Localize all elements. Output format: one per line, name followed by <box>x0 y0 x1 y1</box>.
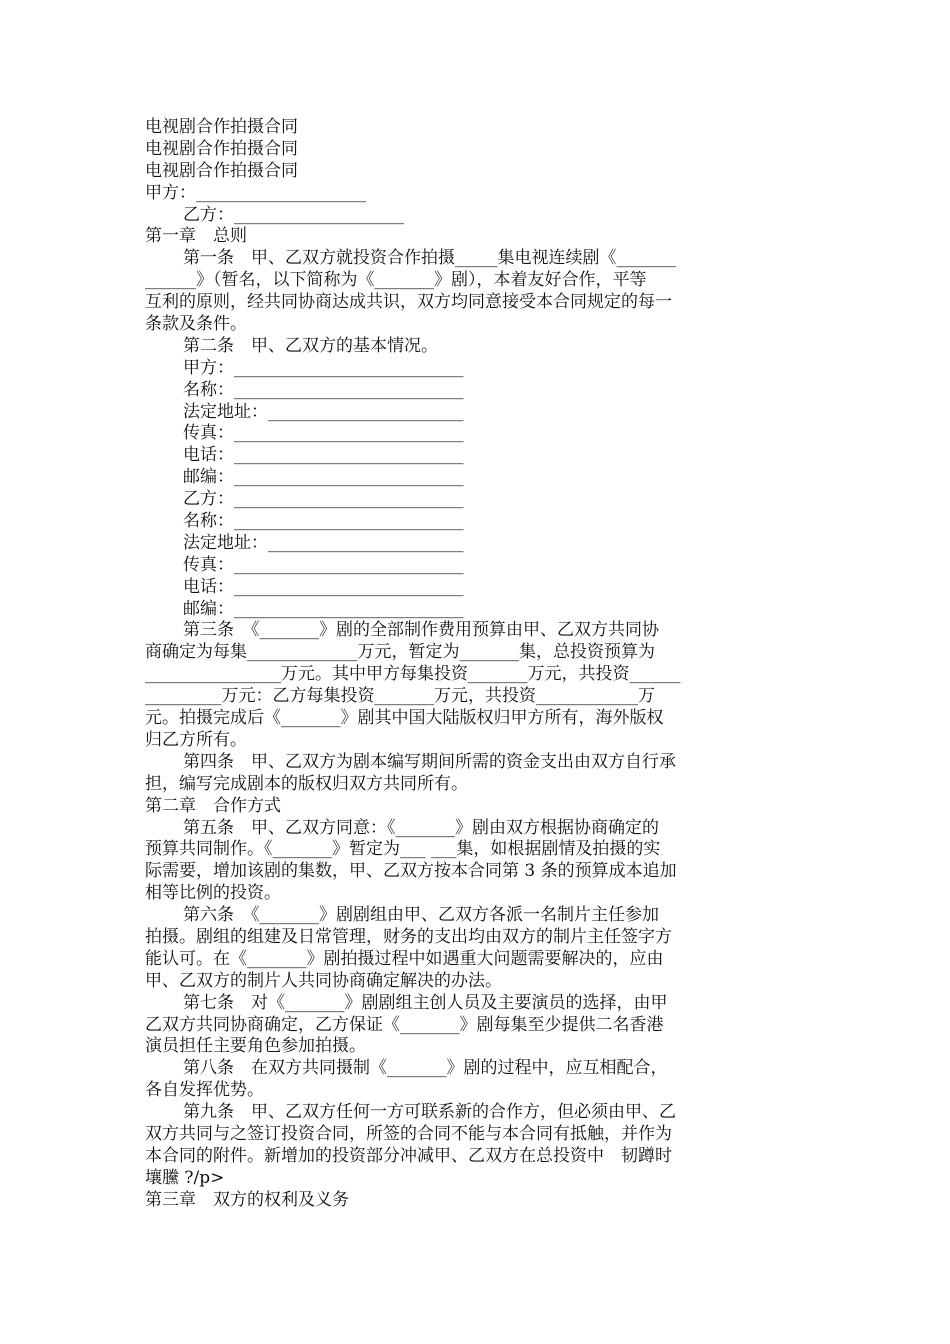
article-1-line: ______》（暂名，以下简称为《_______》剧），本着友好合作，平等 <box>145 270 647 291</box>
chapter-heading: 第三章 双方的权利及义务 <box>145 1189 349 1210</box>
article-7-line: 乙双方共同协商确定，乙方保证《_______》剧每集至少提供二名香港 <box>145 1014 664 1035</box>
party-field: 电话：___________________________ <box>183 445 464 466</box>
article-6-line: 能认可。在《_______》剧拍摄过程中如遇重大问题需要解决的，应由 <box>145 948 664 969</box>
document-title: 电视剧合作拍摄合同 <box>145 138 298 159</box>
party-field: 甲方：___________________________ <box>183 357 464 378</box>
article-4-line: 担，编写完成剧本的版权归双方共同所有。 <box>145 773 468 794</box>
article-5-line: 际需要，增加该剧的集数，甲、乙双方按本合同第 3 条的预算成本追加 <box>145 861 677 882</box>
chapter-heading: 第二章 合作方式 <box>145 795 281 816</box>
chapter-heading: 第一章 总则 <box>145 226 247 247</box>
party-a-line: 甲方：____________________ <box>145 182 366 203</box>
article-8-line: 第八条 在双方共同摄制《_______》剧的过程中，应互相配合， <box>183 1058 668 1079</box>
article-4-line: 第四条 甲、乙双方为剧本编写期间所需的资金支出由双方自行承 <box>183 751 676 772</box>
party-field: 邮编：___________________________ <box>183 598 464 619</box>
document-title: 电视剧合作拍摄合同 <box>145 117 298 137</box>
article-8-line: 各自发挥优势。 <box>145 1080 264 1101</box>
article-3-line: 商确定为每集_____________万元，暂定为_______集，总投资预算为 <box>145 642 655 663</box>
article-1-line: 条款及条件。 <box>145 314 247 335</box>
article-3-line: 归乙方所有。 <box>145 729 247 750</box>
party-b-line: 乙方：____________________ <box>183 204 404 225</box>
article-9-line: 本合同的附件。新增加的投资部分冲减甲、乙双方在总投资中 韧蹲时 <box>145 1145 672 1166</box>
article-9-line: 双方共同与之签订投资合同，所签的合同不能与本合同有抵触，并作为 <box>145 1123 672 1144</box>
article-7-line: 第七条 对《_______》剧剧组主创人员及主要演员的选择，由甲 <box>183 992 668 1013</box>
article-5-line: 预算共同制作。《_______》暂定为___ ___集，如根据剧情及拍摄的实 <box>145 839 661 860</box>
article-3-line: ________________万元。其中甲方每集投资_______万元，共投资______ <box>145 664 681 685</box>
article-2-heading: 第二条 甲、乙双方的基本情况。 <box>183 335 438 356</box>
article-9-line: 第九条 甲、乙双方任何一方可联系新的合作方，但必须由甲、乙 <box>183 1102 676 1123</box>
article-6-line: 第六条 《_______》剧剧组由甲、乙双方各派一名制片主任参加 <box>183 905 659 926</box>
article-3-line: _________万元：乙方每集投资_______万元，共投资____________万 <box>145 686 655 707</box>
contract-document <box>145 117 740 1212</box>
article-3-line: 元。拍摄完成后《_______》剧其中国大陆版权归甲方所有，海外版权 <box>145 708 664 729</box>
article-1-line: 互利的原则，经共同协商达成共识，双方均同意接受本合同规定的每一 <box>145 292 672 313</box>
article-6-line: 甲、乙双方的制片人共同协商确定解决的办法。 <box>145 970 502 991</box>
article-6-line: 拍摄。剧组的组建及日常管理，财务的支出均由双方的制片主任签字方 <box>145 926 672 947</box>
article-5-line: 第五条 甲、乙双方同意：《_______》剧由双方根据协商确定的 <box>183 817 659 838</box>
party-field: 乙方：___________________________ <box>183 489 464 510</box>
article-1-line: 第一条 甲、乙双方就投资合作拍摄_____集电视连续剧《_______ <box>183 248 676 269</box>
party-field: 法定地址：_______________________ <box>183 401 464 422</box>
party-field: 名称：___________________________ <box>183 379 464 400</box>
party-field: 邮编：___________________________ <box>183 467 464 488</box>
party-field: 传真：___________________________ <box>183 423 464 444</box>
party-field: 传真：___________________________ <box>183 554 464 575</box>
article-5-line: 相等比例的投资。 <box>145 883 281 904</box>
party-field: 法定地址：_______________________ <box>183 532 464 553</box>
article-3-line: 第三条 《_______》剧的全部制作费用预算由甲、乙双方共同协 <box>183 620 659 641</box>
party-field: 名称：___________________________ <box>183 511 464 532</box>
article-7-line: 演员担任主要角色参加拍摄。 <box>145 1036 366 1057</box>
party-field: 电话：___________________________ <box>183 576 464 597</box>
article-9-line: 壤黱 ?/p> <box>145 1167 225 1188</box>
document-title: 电视剧合作拍摄合同 <box>145 160 298 181</box>
